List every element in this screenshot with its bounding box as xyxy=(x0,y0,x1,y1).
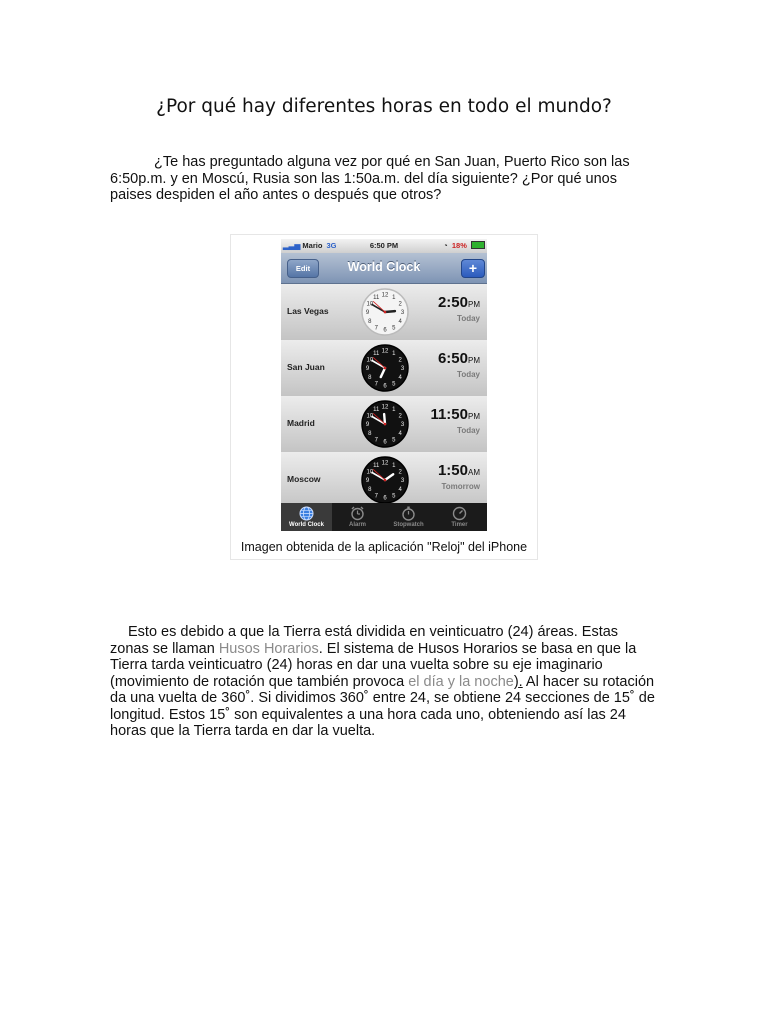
clock-numeral: 7 xyxy=(374,493,378,500)
tab-label: Alarm xyxy=(348,522,366,528)
intro-paragraph xyxy=(110,154,660,204)
clock-numeral: 3 xyxy=(400,366,405,373)
husos-horarios-link[interactable]: Husos Horarios xyxy=(218,640,319,657)
clock-numeral: 6 xyxy=(383,383,387,390)
status-right xyxy=(443,241,485,250)
battery-percentage: 18% xyxy=(451,241,467,250)
clock-numeral: 9 xyxy=(365,310,370,317)
clock-numeral: 7 xyxy=(374,437,378,444)
clock-time xyxy=(438,350,480,367)
clock-numeral: 11 xyxy=(373,295,380,302)
clock-numeral: 2 xyxy=(398,413,402,420)
clock-time xyxy=(438,294,480,311)
clock-ampm: PM xyxy=(468,356,480,365)
clock-day: Today xyxy=(457,314,480,323)
clock-ampm: AM xyxy=(468,468,480,477)
clock-numeral: 5 xyxy=(392,325,396,332)
period: . xyxy=(518,673,523,690)
clock-city: Madrid xyxy=(287,418,315,428)
clock-center xyxy=(384,311,387,314)
clock-time-value: 2:50 xyxy=(437,294,468,311)
hour-hand xyxy=(385,311,395,312)
clock-numeral: 6 xyxy=(383,439,387,446)
edit-button[interactable]: Edit xyxy=(287,259,319,278)
clock-numeral: 6 xyxy=(383,327,387,334)
figure-caption: Imagen obtenida de la aplicación "Reloj" del iPhone xyxy=(240,540,528,554)
clock-numeral: 3 xyxy=(400,310,405,317)
analog-clock-icon xyxy=(360,287,410,337)
analog-clock-icon xyxy=(360,343,410,393)
clock-time xyxy=(438,462,480,479)
body-paragraph xyxy=(110,624,660,740)
tab-label: Stopwatch xyxy=(393,522,424,528)
clock-numeral: 1 xyxy=(392,407,396,414)
clock-numeral: 9 xyxy=(365,366,370,373)
clock-ampm: PM xyxy=(468,300,480,309)
body-text-1: Esto es debido a que la Tierra está dividida en veinticuatro (24) áreas. Estas zonas se llaman xyxy=(110,624,619,657)
clock-center xyxy=(384,479,387,482)
clock-numeral: 5 xyxy=(392,493,396,500)
clock-numeral: 2 xyxy=(398,357,402,364)
clock-numeral: 12 xyxy=(381,348,389,355)
network-type: 3G xyxy=(326,241,337,250)
clock-numeral: 1 xyxy=(392,295,396,302)
clock-numeral: 9 xyxy=(365,422,370,429)
clock-numeral: 2 xyxy=(398,469,402,476)
body-text-3: Al hacer su rotación da una vuelta de 360˚. Si dividimos 360˚ entre 24, se obtiene 24 secciones de 15˚ de longitud. Estos 15˚ son equivalentes a una hora cada uno, obteniendo así las 24 horas que la Tierra tarda en dar la vuelta. xyxy=(110,673,655,739)
clock-numeral: 7 xyxy=(374,325,378,332)
clock-day: Tomorrow xyxy=(441,482,480,491)
clock-row[interactable] xyxy=(281,452,487,509)
tab-timer[interactable] xyxy=(434,503,485,531)
paren-close: ) xyxy=(513,673,519,690)
clock-numeral: 8 xyxy=(368,318,372,325)
clock-numeral: 5 xyxy=(392,381,396,388)
clock-row[interactable] xyxy=(281,396,487,453)
nav-bar xyxy=(281,253,487,284)
hour-hand xyxy=(384,414,385,424)
tab-world-clock[interactable] xyxy=(281,503,332,531)
clock-numeral: 4 xyxy=(398,318,402,325)
clock-numeral: 8 xyxy=(368,374,372,381)
clock-numeral: 1 xyxy=(392,351,396,358)
tab-bar xyxy=(281,503,487,531)
clock-numeral: 11 xyxy=(373,407,380,414)
clock-numeral: 10 xyxy=(366,469,374,476)
clock-center xyxy=(384,367,387,370)
clock-center xyxy=(384,423,387,426)
battery-icon xyxy=(471,241,485,249)
clock-numeral: 10 xyxy=(366,301,374,308)
clock-city: San Juan xyxy=(287,362,325,372)
clock-numeral: 8 xyxy=(368,430,372,437)
clock-numeral: 4 xyxy=(398,374,402,381)
analog-clock-icon xyxy=(360,455,410,505)
clock-numeral: 9 xyxy=(365,478,370,485)
clock-numeral: 7 xyxy=(374,381,378,388)
clock-day: Today xyxy=(457,426,480,435)
status-time: 6:50 PM xyxy=(369,241,399,250)
clock-city: Moscow xyxy=(287,474,321,484)
clock-numeral: 12 xyxy=(381,292,389,299)
add-button[interactable]: + xyxy=(461,259,485,278)
tab-stopwatch[interactable] xyxy=(383,503,434,531)
carrier-name: Mario xyxy=(302,241,323,250)
clock-day: Today xyxy=(457,370,480,379)
clock-time-value: 11:50 xyxy=(430,406,468,423)
clock-numeral: 1 xyxy=(392,463,396,470)
clock-numeral: 4 xyxy=(398,486,402,493)
globe-icon xyxy=(298,505,315,522)
clock-ampm: PM xyxy=(468,412,480,421)
nav-title: World Clock xyxy=(347,260,421,274)
figure xyxy=(230,234,538,560)
clock-city: Las Vegas xyxy=(287,306,329,316)
timer-icon xyxy=(451,505,468,522)
clock-numeral: 12 xyxy=(381,404,389,411)
analog-clock-icon xyxy=(360,399,410,449)
clock-row[interactable] xyxy=(281,340,487,397)
iphone-screenshot xyxy=(281,239,487,531)
page-title: ¿Por qué hay diferentes horas en todo el mundo? xyxy=(156,96,612,117)
clock-numeral: 2 xyxy=(398,301,402,308)
tab-label: World Clock xyxy=(289,522,324,528)
signal-bars-icon: ▂▃▅ xyxy=(283,241,301,250)
rotation-lock-icon: ◔ xyxy=(443,241,448,250)
clock-numeral: 3 xyxy=(400,478,405,485)
body-text-2: . El sistema de Husos Horarios se basa en que la Tierra tarda veinticuatro (24) horas en dar una vuelta sobre su eje imaginario (movimiento de rotación que también provoca xyxy=(110,640,637,690)
dia-noche-link[interactable]: el día y la noche xyxy=(408,673,514,690)
clock-time-value: 6:50 xyxy=(437,350,468,367)
clock-numeral: 10 xyxy=(366,413,374,420)
clock-numeral: 5 xyxy=(392,437,396,444)
clock-numeral: 11 xyxy=(373,351,380,358)
clock-time-value: 1:50 xyxy=(437,462,468,479)
clock-numeral: 8 xyxy=(368,486,372,493)
status-bar xyxy=(281,239,487,253)
clock-numeral: 12 xyxy=(381,460,389,467)
clock-numeral: 10 xyxy=(366,357,374,364)
alarm-clock-icon xyxy=(349,505,366,522)
clock-time xyxy=(430,406,480,423)
tab-label: Timer xyxy=(451,522,468,528)
clock-row[interactable] xyxy=(281,284,487,341)
clock-numeral: 4 xyxy=(398,430,402,437)
clock-numeral: 3 xyxy=(400,422,405,429)
tab-alarm[interactable] xyxy=(332,503,383,531)
clock-numeral: 11 xyxy=(373,463,380,470)
intro-text: ¿Te has preguntado alguna vez por qué en San Juan, Puerto Rico son las 6:50p.m. y en Moscú, Rusia son las 1:50a.m. del día siguiente? ¿Por qué unos paises despiden el año antes o después que otros? xyxy=(110,154,630,203)
clock-numeral: 6 xyxy=(383,495,387,502)
stopwatch-icon xyxy=(400,505,417,522)
